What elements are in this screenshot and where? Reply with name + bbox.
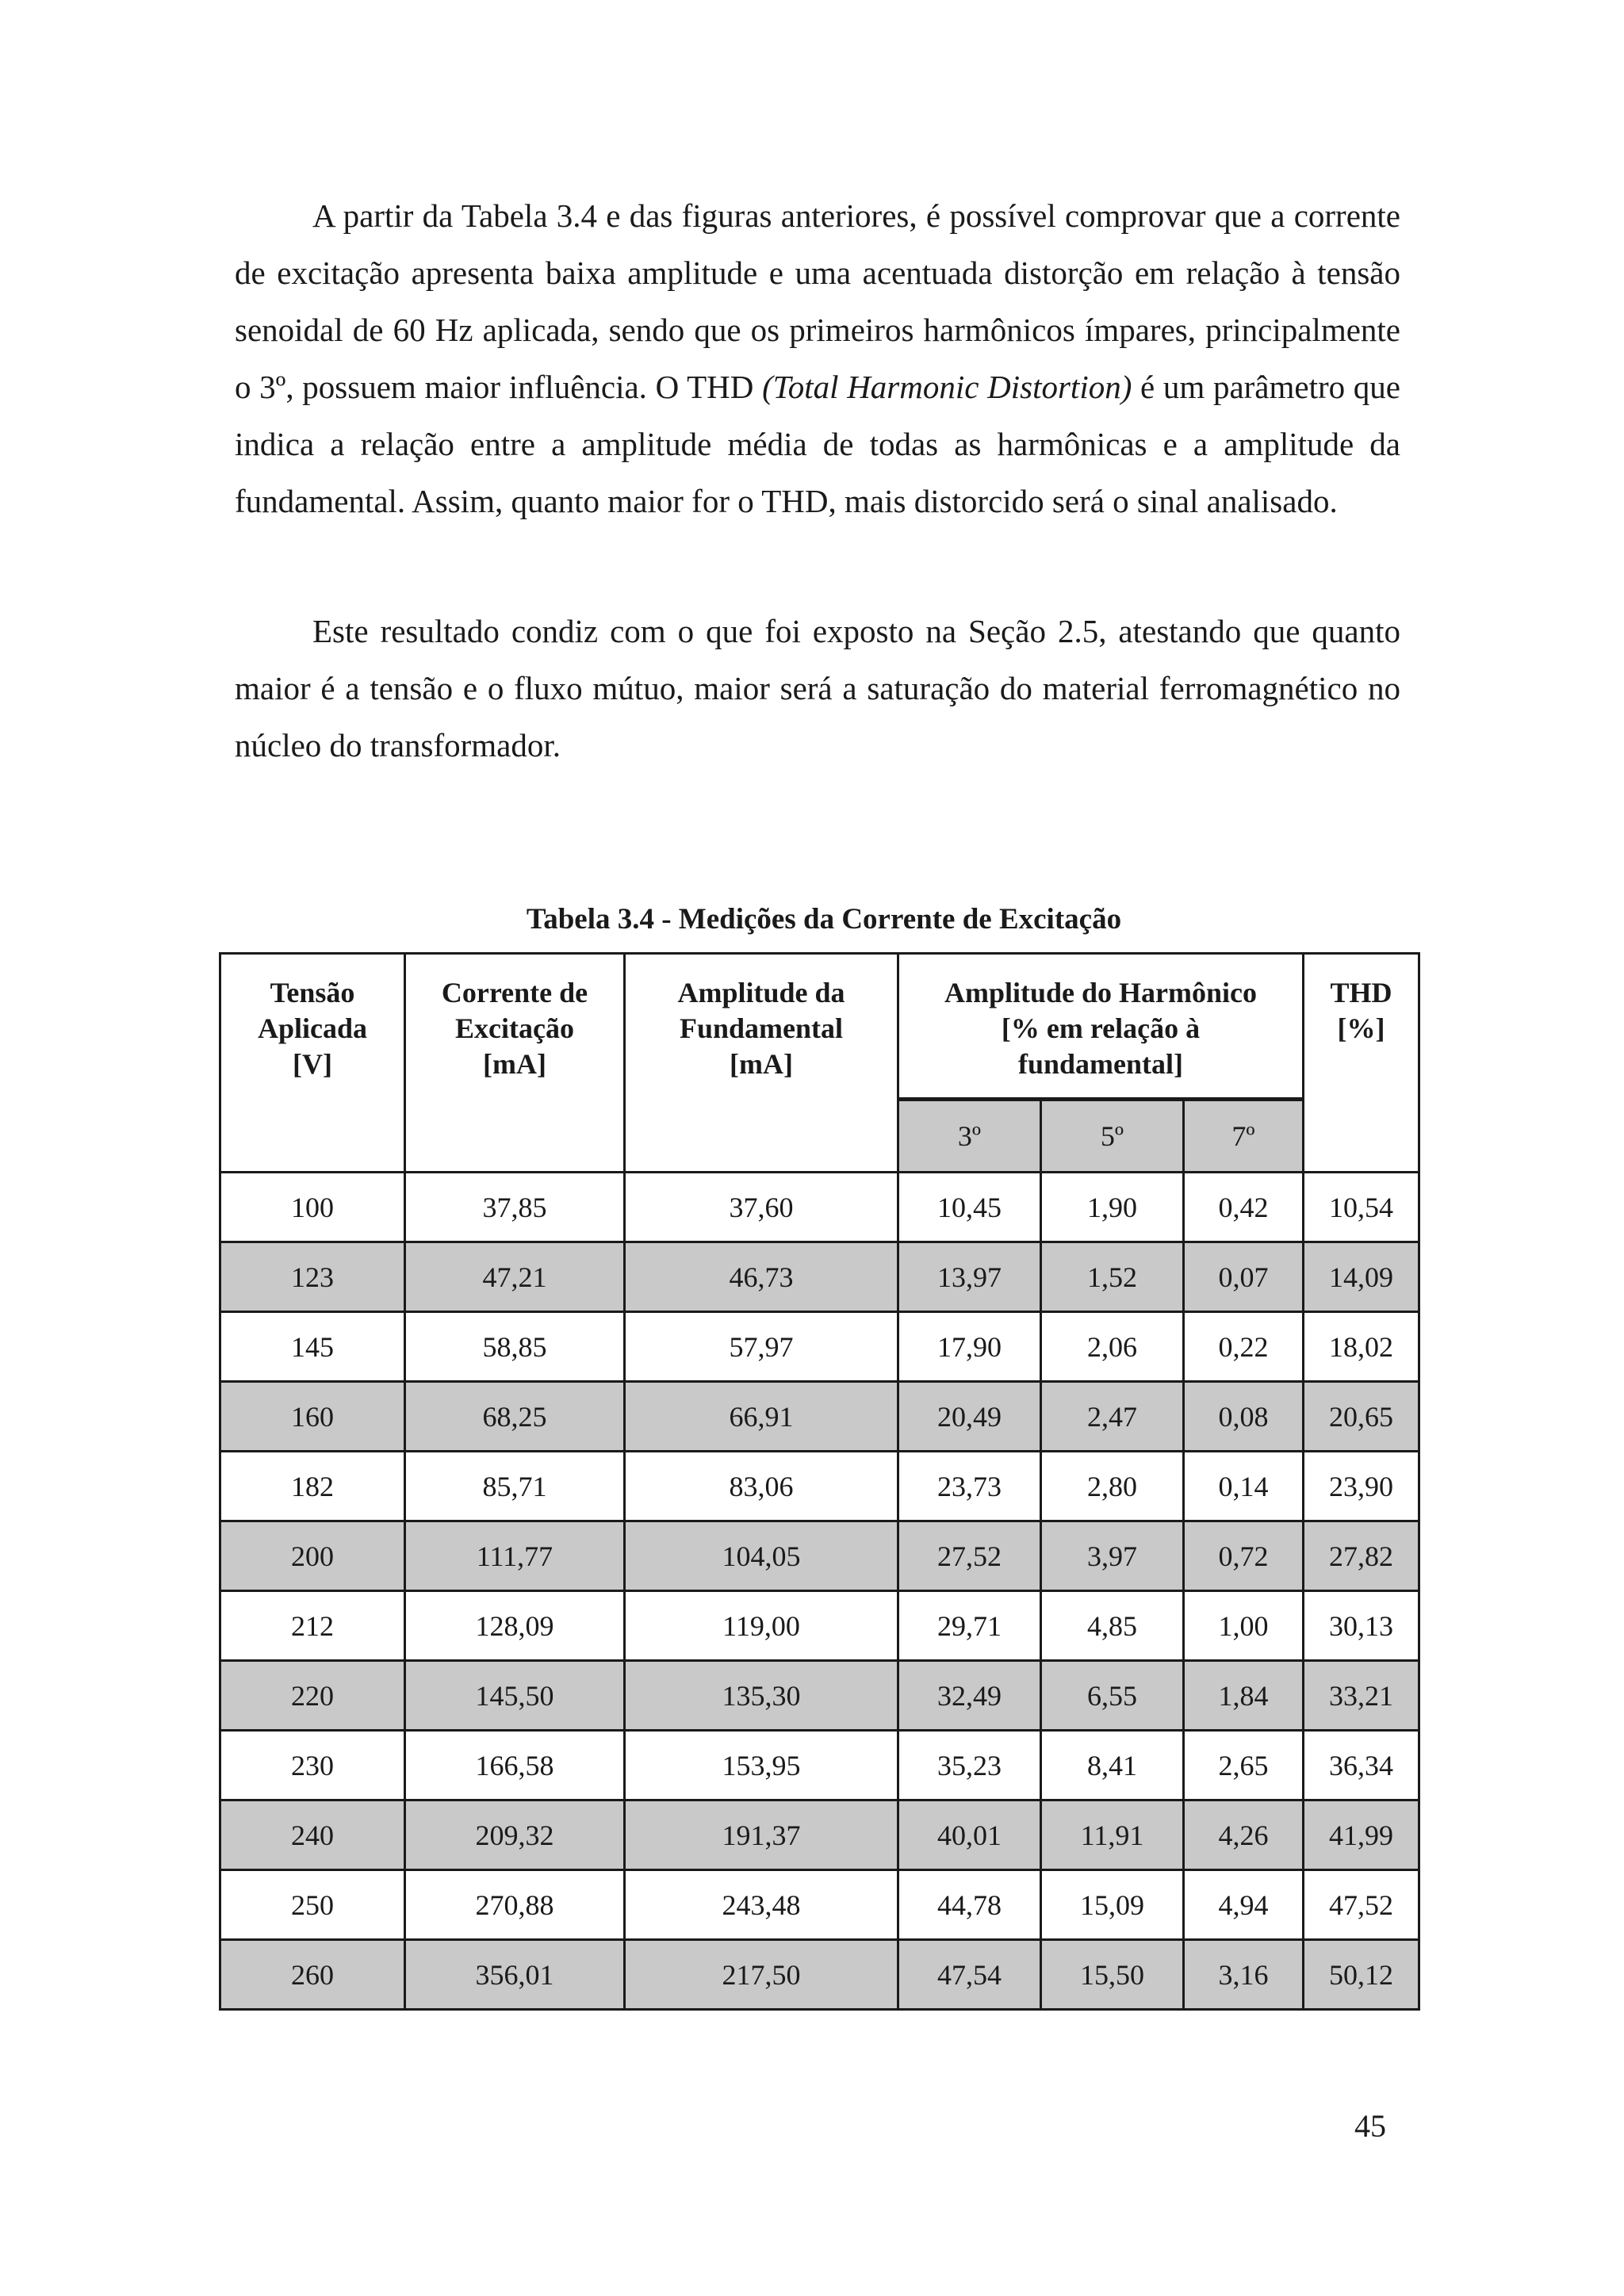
table-cell: 191,37	[625, 1800, 898, 1870]
table-cell: 1,52	[1041, 1242, 1184, 1312]
table-cell: 18,02	[1304, 1312, 1419, 1382]
table-cell: 3,97	[1041, 1521, 1184, 1591]
table-cell: 153,95	[625, 1731, 898, 1800]
table-cell: 23,90	[1304, 1452, 1419, 1521]
table-cell: 104,05	[625, 1521, 898, 1591]
header-tensao	[220, 954, 405, 1173]
table-row	[220, 1940, 1419, 2010]
table-cell: 0,07	[1184, 1242, 1304, 1312]
header-fundamental	[625, 954, 898, 1173]
table-cell: 14,09	[1304, 1242, 1419, 1312]
table-cell: 15,50	[1041, 1940, 1184, 2010]
table-cell: 128,09	[405, 1591, 625, 1661]
table-cell: 35,23	[898, 1731, 1041, 1800]
header-corrente-line-2: Excitação	[455, 1012, 574, 1044]
table-cell: 0,14	[1184, 1452, 1304, 1521]
table-cell: 30,13	[1304, 1591, 1419, 1661]
subheader-7th: 7º	[1184, 1100, 1304, 1173]
table-cell: 27,82	[1304, 1521, 1419, 1591]
table-cell: 2,06	[1041, 1312, 1184, 1382]
paragraph-2-text: Este resultado condiz com o que foi exposto na Seção 2.5, atestando que quanto maior é a tensão e o fluxo mútuo, maior será a saturação do material ferromagnético no núcleo do transformador.	[235, 613, 1400, 763]
table-row	[220, 1242, 1419, 1312]
table-cell: 36,34	[1304, 1731, 1419, 1800]
header-tensao-line-2: Aplicada	[257, 1012, 368, 1044]
table-cell: 32,49	[898, 1661, 1041, 1731]
paragraph-1-italic: (Total Harmonic Distortion)	[762, 369, 1132, 405]
table-cell: 27,52	[898, 1521, 1041, 1591]
table-cell: 0,72	[1184, 1521, 1304, 1591]
table-row	[220, 1521, 1419, 1591]
table-cell: 10,45	[898, 1173, 1041, 1242]
header-corrente-line-3: [mA]	[483, 1048, 546, 1080]
paragraph-2	[235, 603, 1400, 774]
header-fundamental-line-2: Fundamental	[679, 1012, 844, 1044]
table-cell: 217,50	[625, 1940, 898, 2010]
table-cell: 15,09	[1041, 1870, 1184, 1940]
table-cell: 37,85	[405, 1173, 625, 1242]
table-cell: 209,32	[405, 1800, 625, 1870]
table-row	[220, 1870, 1419, 1940]
table-cell: 10,54	[1304, 1173, 1419, 1242]
table-cell: 85,71	[405, 1452, 625, 1521]
header-fundamental-line-1: Amplitude da	[677, 977, 845, 1008]
table-cell: 33,21	[1304, 1661, 1419, 1731]
table-cell: 50,12	[1304, 1940, 1419, 2010]
table-cell: 220	[220, 1661, 405, 1731]
table-cell: 212	[220, 1591, 405, 1661]
table-cell: 40,01	[898, 1800, 1041, 1870]
table-cell: 145,50	[405, 1661, 625, 1731]
table-cell: 0,08	[1184, 1382, 1304, 1452]
table-row	[220, 1173, 1419, 1242]
paragraph-1-text-b: é um parâmetro que indica a relação entre a amplitude média de todas as harmônicas e a amplitude da fundamental. Assim, quanto maior for o THD, mais distorcido será o sinal analisado.	[235, 369, 1401, 519]
header-tensao-line-1: Tensão	[270, 977, 355, 1008]
table-cell: 41,99	[1304, 1800, 1419, 1870]
table-cell: 119,00	[625, 1591, 898, 1661]
table-cell: 2,47	[1041, 1382, 1184, 1452]
header-thd-line-2: [%]	[1337, 1012, 1385, 1044]
page-number: 45	[1354, 2108, 1386, 2144]
table-cell: 260	[220, 1940, 405, 2010]
subheader-5th: 5º	[1041, 1100, 1184, 1173]
table-cell: 83,06	[625, 1452, 898, 1521]
table-cell: 6,55	[1041, 1661, 1184, 1731]
paragraph-1-text-a: A partir da Tabela 3.4 e das figuras anteriores, é possível comprovar que a corrente de excitação apresenta baixa amplitude e uma acentuada distorção em relação à tensão senoidal de 60 Hz aplicada, sendo que os primeiros harmônicos ímpares, principalmente o 3º, possuem maior influência. O THD	[235, 197, 1400, 405]
header-corrente	[405, 954, 625, 1173]
table-cell: 20,49	[898, 1382, 1041, 1452]
table-cell: 4,85	[1041, 1591, 1184, 1661]
table-cell: 4,26	[1184, 1800, 1304, 1870]
header-tensao-line-3: [V]	[293, 1048, 332, 1080]
table-cell: 44,78	[898, 1870, 1041, 1940]
table-cell: 68,25	[405, 1382, 625, 1452]
table-body	[220, 1173, 1419, 2010]
table-cell: 3,16	[1184, 1940, 1304, 2010]
table-cell: 160	[220, 1382, 405, 1452]
table-cell: 66,91	[625, 1382, 898, 1452]
table-cell: 2,65	[1184, 1731, 1304, 1800]
header-thd-line-1: THD	[1330, 977, 1392, 1008]
header-harmonico-line-1: Amplitude do Harmônico	[944, 977, 1258, 1008]
table-cell: 270,88	[405, 1870, 625, 1940]
table-caption: Tabela 3.4 - Medições da Corrente de Excitação	[526, 903, 1122, 936]
table-cell: 46,73	[625, 1242, 898, 1312]
table-cell: 123	[220, 1242, 405, 1312]
measurements-table	[219, 952, 1420, 2011]
table-row	[220, 1452, 1419, 1521]
table-cell: 11,91	[1041, 1800, 1184, 1870]
table-cell: 356,01	[405, 1940, 625, 2010]
header-fundamental-line-3: [mA]	[730, 1048, 793, 1080]
table-cell: 37,60	[625, 1173, 898, 1242]
table-cell: 166,58	[405, 1731, 625, 1800]
header-harmonico-line-3: fundamental]	[1018, 1048, 1184, 1080]
table-cell: 57,97	[625, 1312, 898, 1382]
table-cell: 2,80	[1041, 1452, 1184, 1521]
table-cell: 47,54	[898, 1940, 1041, 2010]
table-cell: 0,42	[1184, 1173, 1304, 1242]
header-harmonico-line-2: [% em relação à	[1001, 1012, 1201, 1044]
table-cell: 8,41	[1041, 1731, 1184, 1800]
table-cell: 182	[220, 1452, 405, 1521]
table-cell: 17,90	[898, 1312, 1041, 1382]
subheader-3rd: 3º	[898, 1100, 1041, 1173]
table-cell: 243,48	[625, 1870, 898, 1940]
header-corrente-line-1: Corrente de	[441, 977, 588, 1008]
table-row	[220, 1800, 1419, 1870]
table-cell: 1,00	[1184, 1591, 1304, 1661]
table-cell: 230	[220, 1731, 405, 1800]
table-cell: 200	[220, 1521, 405, 1591]
table-cell: 4,94	[1184, 1870, 1304, 1940]
table-cell: 23,73	[898, 1452, 1041, 1521]
table-cell: 20,65	[1304, 1382, 1419, 1452]
table-cell: 100	[220, 1173, 405, 1242]
table-cell: 13,97	[898, 1242, 1041, 1312]
header-harmonico	[898, 954, 1304, 1100]
header-thd	[1304, 954, 1419, 1173]
table-cell: 47,52	[1304, 1870, 1419, 1940]
table-cell: 1,84	[1184, 1661, 1304, 1731]
table-row	[220, 1312, 1419, 1382]
table-row	[220, 1591, 1419, 1661]
table-cell: 1,90	[1041, 1173, 1184, 1242]
table-cell: 111,77	[405, 1521, 625, 1591]
table-cell: 29,71	[898, 1591, 1041, 1661]
table-row	[220, 1661, 1419, 1731]
table-cell: 0,22	[1184, 1312, 1304, 1382]
table-cell: 250	[220, 1870, 405, 1940]
table-cell: 240	[220, 1800, 405, 1870]
table-row	[220, 1731, 1419, 1800]
paragraph-1	[235, 187, 1400, 530]
table-row	[220, 1382, 1419, 1452]
table-cell: 47,21	[405, 1242, 625, 1312]
table-cell: 145	[220, 1312, 405, 1382]
table-cell: 58,85	[405, 1312, 625, 1382]
table-cell: 135,30	[625, 1661, 898, 1731]
